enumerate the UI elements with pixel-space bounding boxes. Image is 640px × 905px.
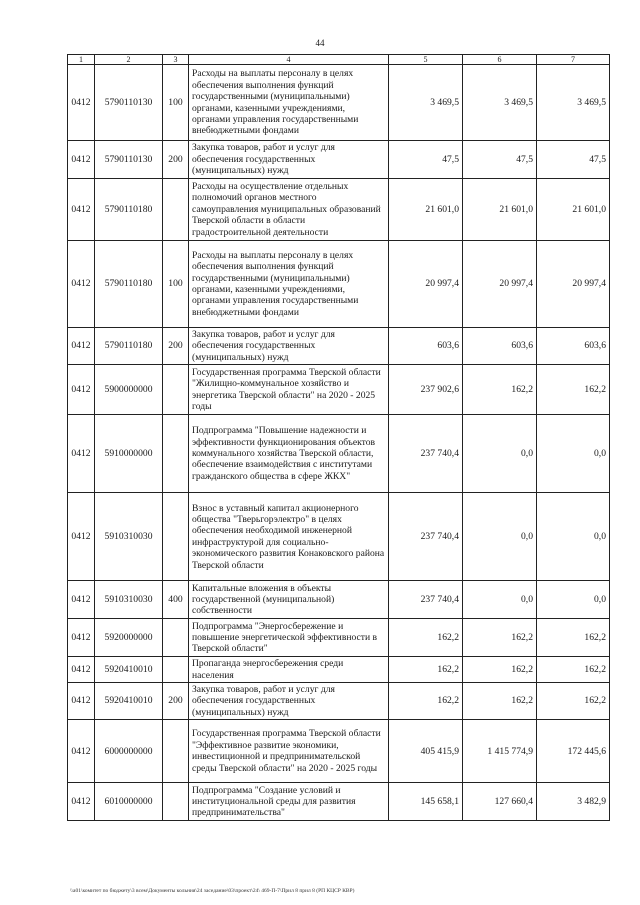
amount-2021-cell: 162,2	[389, 619, 463, 657]
item-name-cell: Расходы на выплаты персоналу в целях обеспечения выполнения функций государственными (муниципальными) органами, казенными учреждениями, органами управления государственными внебюджетными фондами	[189, 65, 389, 141]
item-name-cell: Государственная программа Тверской области "Жилищно-коммунальное хозяйство и энергетика Тверской области" на 2020 - 2025 годы	[189, 365, 389, 415]
amount-2021-cell: 237 740,4	[389, 493, 463, 581]
item-name-cell: Закупка товаров, работ и услуг для обеспечения государственных (муниципальных) нужд	[189, 328, 389, 365]
expense-type-cell: 200	[163, 141, 189, 179]
header-cell-5: 5	[389, 55, 463, 65]
table-row	[68, 581, 610, 619]
target-article-cell: 5790110180	[95, 328, 163, 365]
target-article-cell: 5790110130	[95, 65, 163, 141]
item-name-cell: Расходы на выплаты персоналу в целях обеспечения выполнения функций государственными (муниципальными) органами, казенными учреждениями, органами управления государственными внебюджетными фондами	[189, 241, 389, 328]
table-row	[68, 683, 610, 720]
amount-2021-cell: 237 740,4	[389, 415, 463, 493]
footer-path: \\a01\комитет по бюджету\3 всем\Документы кольния\24 заседание\03\проект\24\ 469-П-7\Прил 8 прил 8 (РП КЦСР КВР)	[70, 888, 355, 894]
amount-2021-cell: 162,2	[389, 683, 463, 720]
table-row	[68, 783, 610, 821]
header-cell-2: 2	[95, 55, 163, 65]
target-article-cell: 5790110180	[95, 179, 163, 241]
item-name-cell: Взнос в уставный капитал акционерного общества "Тверьгорэлектро" в целях обеспечения необходимой инженерной инфраструктурой для социально-экономического развития Конаковского района Тверской области	[189, 493, 389, 581]
table-row	[68, 720, 610, 783]
item-name-cell: Закупка товаров, работ и услуг для обеспечения государственных (муниципальных) нужд	[189, 683, 389, 720]
section-code-cell: 0412	[68, 683, 95, 720]
amount-2022-cell: 20 997,4	[463, 241, 537, 328]
amount-2021-cell: 47,5	[389, 141, 463, 179]
amount-2022-cell: 1 415 774,9	[463, 720, 537, 783]
amount-2023-cell: 3 469,5	[537, 65, 610, 141]
amount-2021-cell: 603,6	[389, 328, 463, 365]
expense-type-cell: 400	[163, 581, 189, 619]
expense-type-cell	[163, 493, 189, 581]
table-header-row	[68, 55, 610, 65]
amount-2023-cell: 21 601,0	[537, 179, 610, 241]
section-code-cell: 0412	[68, 493, 95, 581]
amount-2022-cell: 162,2	[463, 683, 537, 720]
amount-2023-cell: 162,2	[537, 657, 610, 683]
amount-2023-cell: 162,2	[537, 365, 610, 415]
amount-2023-cell: 162,2	[537, 683, 610, 720]
item-name-cell: Закупка товаров, работ и услуг для обеспечения государственных (муниципальных) нужд	[189, 141, 389, 179]
expense-type-cell	[163, 179, 189, 241]
amount-2022-cell: 47,5	[463, 141, 537, 179]
amount-2021-cell: 3 469,5	[389, 65, 463, 141]
table-row	[68, 65, 610, 141]
target-article-cell: 5790110130	[95, 141, 163, 179]
amount-2021-cell: 405 415,9	[389, 720, 463, 783]
header-cell-4: 4	[189, 55, 389, 65]
expense-type-cell: 200	[163, 683, 189, 720]
section-code-cell: 0412	[68, 241, 95, 328]
amount-2023-cell: 47,5	[537, 141, 610, 179]
item-name-cell: Пропаганда энергосбережения среди населения	[189, 657, 389, 683]
target-article-cell: 5900000000	[95, 365, 163, 415]
section-code-cell: 0412	[68, 657, 95, 683]
section-code-cell: 0412	[68, 783, 95, 821]
header-cell-3: 3	[163, 55, 189, 65]
amount-2022-cell: 127 660,4	[463, 783, 537, 821]
expense-type-cell: 200	[163, 328, 189, 365]
table-body	[68, 55, 610, 821]
amount-2023-cell: 603,6	[537, 328, 610, 365]
table-row	[68, 241, 610, 328]
expense-type-cell: 100	[163, 65, 189, 141]
amount-2023-cell: 0,0	[537, 581, 610, 619]
header-cell-7: 7	[537, 55, 610, 65]
page-number: 44	[315, 38, 325, 48]
amount-2022-cell: 603,6	[463, 328, 537, 365]
header-cell-1: 1	[68, 55, 95, 65]
item-name-cell: Подпрограмма "Энергосбережение и повышение энергетической эффективности в Тверской области"	[189, 619, 389, 657]
target-article-cell: 6000000000	[95, 720, 163, 783]
target-article-cell: 5910310030	[95, 581, 163, 619]
amount-2022-cell: 162,2	[463, 619, 537, 657]
table-row	[68, 179, 610, 241]
table-row	[68, 365, 610, 415]
target-article-cell: 5910310030	[95, 493, 163, 581]
expense-type-cell	[163, 783, 189, 821]
table-row	[68, 493, 610, 581]
amount-2023-cell: 3 482,9	[537, 783, 610, 821]
section-code-cell: 0412	[68, 581, 95, 619]
amount-2023-cell: 20 997,4	[537, 241, 610, 328]
amount-2022-cell: 0,0	[463, 415, 537, 493]
section-code-cell: 0412	[68, 65, 95, 141]
table-row	[68, 328, 610, 365]
expense-type-cell: 100	[163, 241, 189, 328]
section-code-cell: 0412	[68, 328, 95, 365]
section-code-cell: 0412	[68, 619, 95, 657]
amount-2023-cell: 0,0	[537, 493, 610, 581]
section-code-cell: 0412	[68, 141, 95, 179]
section-code-cell: 0412	[68, 720, 95, 783]
expense-type-cell	[163, 720, 189, 783]
table-row	[68, 415, 610, 493]
amount-2022-cell: 0,0	[463, 581, 537, 619]
target-article-cell: 6010000000	[95, 783, 163, 821]
amount-2022-cell: 3 469,5	[463, 65, 537, 141]
header-cell-6: 6	[463, 55, 537, 65]
item-name-cell: Расходы на осуществление отдельных полномочий органов местного самоуправления муниципальных образований Тверской области в области градостроительной деятельности	[189, 179, 389, 241]
amount-2021-cell: 20 997,4	[389, 241, 463, 328]
expense-type-cell	[163, 365, 189, 415]
target-article-cell: 5920410010	[95, 657, 163, 683]
amount-2022-cell: 162,2	[463, 657, 537, 683]
amount-2022-cell: 21 601,0	[463, 179, 537, 241]
amount-2021-cell: 237 902,6	[389, 365, 463, 415]
amount-2023-cell: 0,0	[537, 415, 610, 493]
expense-type-cell	[163, 415, 189, 493]
section-code-cell: 0412	[68, 415, 95, 493]
amount-2021-cell: 237 740,4	[389, 581, 463, 619]
section-code-cell: 0412	[68, 365, 95, 415]
section-code-cell: 0412	[68, 179, 95, 241]
target-article-cell: 5910000000	[95, 415, 163, 493]
table-row	[68, 657, 610, 683]
budget-table	[67, 54, 610, 821]
amount-2022-cell: 162,2	[463, 365, 537, 415]
target-article-cell: 5790110180	[95, 241, 163, 328]
target-article-cell: 5920000000	[95, 619, 163, 657]
expense-type-cell	[163, 657, 189, 683]
amount-2022-cell: 0,0	[463, 493, 537, 581]
item-name-cell: Государственная программа Тверской области "Эффективное развитие экономики, инвестиционной и предпринимательской среды Тверской области" на 2020 - 2025 годы	[189, 720, 389, 783]
amount-2021-cell: 162,2	[389, 657, 463, 683]
expense-type-cell	[163, 619, 189, 657]
target-article-cell: 5920410010	[95, 683, 163, 720]
amount-2021-cell: 21 601,0	[389, 179, 463, 241]
amount-2023-cell: 172 445,6	[537, 720, 610, 783]
item-name-cell: Подпрограмма "Повышение надежности и эффективности функционирования объектов коммунального хозяйства Тверской области, обеспечение взаимодействия с институтами гражданского общества в сфере ЖКХ"	[189, 415, 389, 493]
amount-2023-cell: 162,2	[537, 619, 610, 657]
table-row	[68, 619, 610, 657]
item-name-cell: Капитальные вложения в объекты государственной (муниципальной) собственности	[189, 581, 389, 619]
item-name-cell: Подпрограмма "Создание условий и институциональной среды для развития предпринимательства"	[189, 783, 389, 821]
table-row	[68, 141, 610, 179]
amount-2021-cell: 145 658,1	[389, 783, 463, 821]
